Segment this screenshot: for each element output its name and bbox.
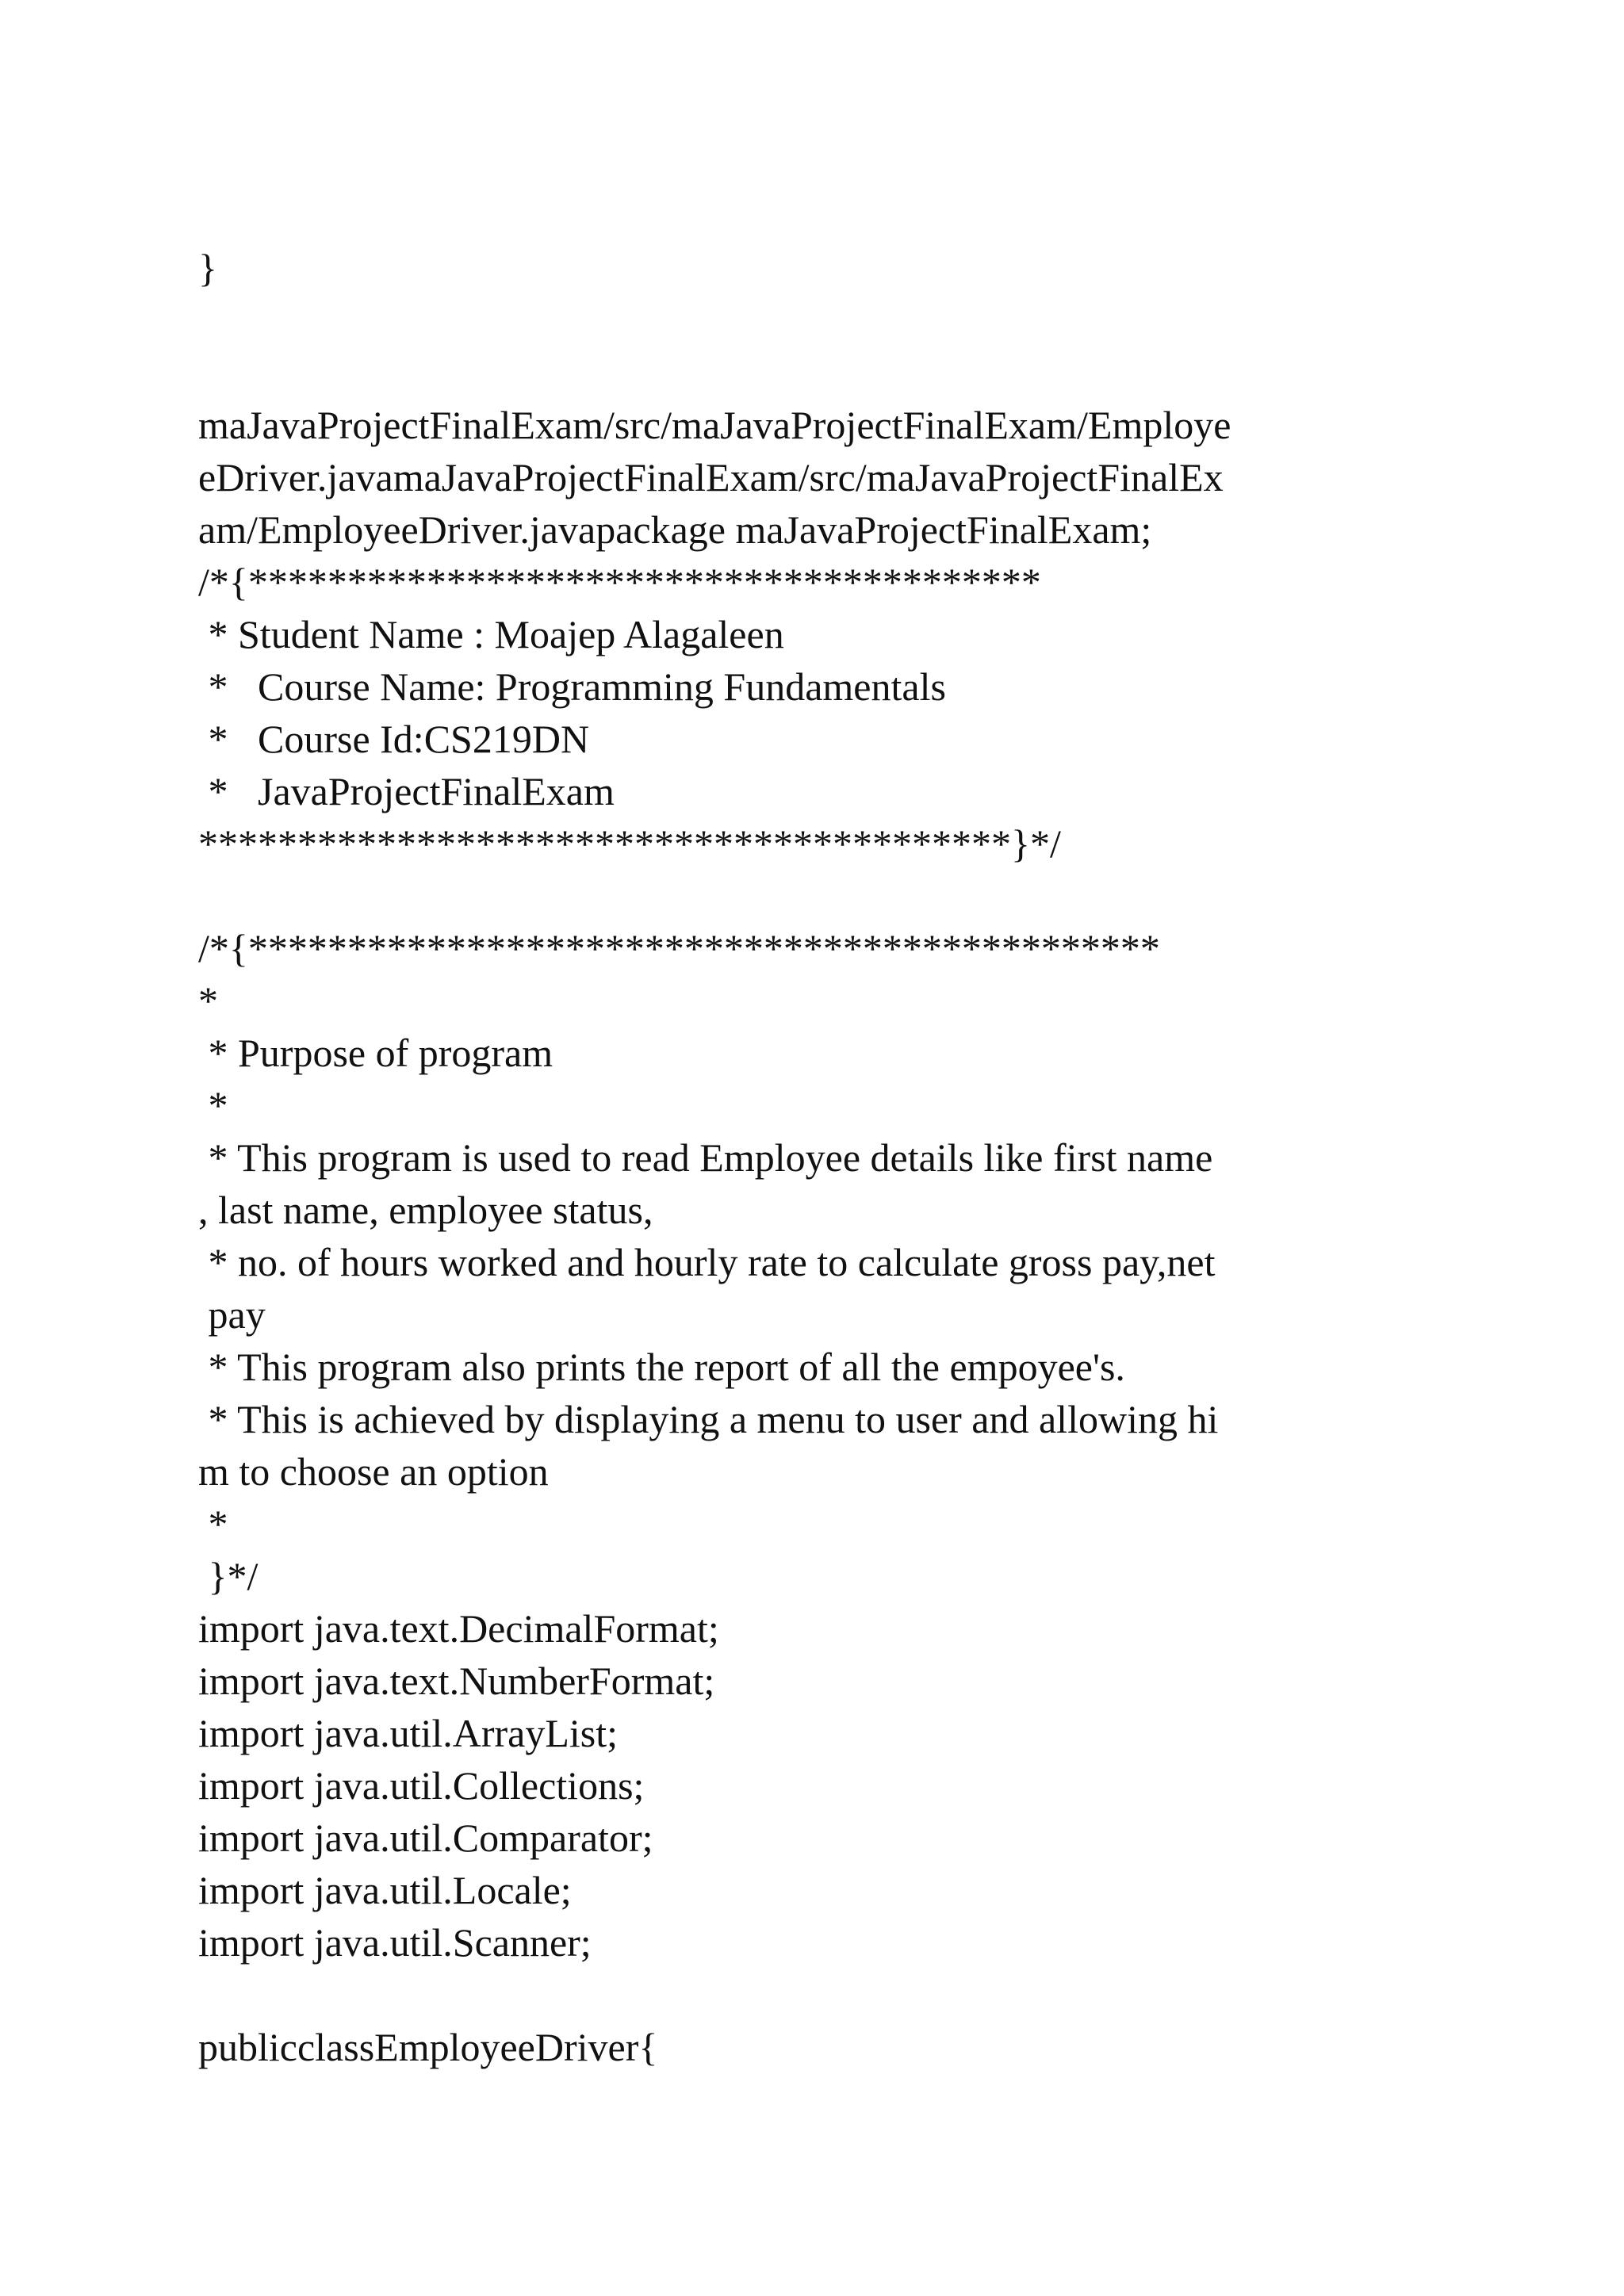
doc-line: * Purpose of program: [198, 1031, 553, 1075]
doc-line: am/EmployeeDriver.javapackage maJavaProjectFinalExam;: [198, 507, 1152, 552]
doc-line: /*{****************************************: [198, 560, 1041, 604]
doc-line: import java.util.Comparator;: [198, 1816, 653, 1860]
doc-line: , last name, employee status,: [198, 1188, 653, 1232]
doc-line: pay: [198, 1292, 266, 1337]
doc-line: maJavaProjectFinalExam/src/maJavaProjectFinalExam/Employe: [198, 403, 1231, 447]
doc-line: * This is achieved by displaying a menu to user and allowing hi: [198, 1397, 1219, 1441]
doc-line: * no. of hours worked and hourly rate to calculate gross pay,net: [198, 1240, 1216, 1284]
doc-line: import java.util.Locale;: [198, 1868, 572, 1912]
doc-line: import java.text.DecimalFormat;: [198, 1606, 719, 1651]
doc-line: * Course Id:CS219DN: [198, 717, 590, 761]
doc-line: * JavaProjectFinalExam: [198, 769, 615, 813]
doc-line: [198, 1969, 1467, 2021]
doc-line: * Student Name : Moajep Alagaleen: [198, 612, 784, 656]
doc-line: publicclassEmployeeDriver{: [198, 2025, 658, 2069]
doc-line: *****************************************}*/: [198, 821, 1061, 866]
doc-line: * This program is used to read Employee details like first name: [198, 1135, 1213, 1180]
doc-line: [198, 294, 1467, 346]
doc-line: * This program also prints the report of all the empoyee's.: [198, 1345, 1125, 1389]
doc-line: import java.util.ArrayList;: [198, 1711, 619, 1755]
doc-line: /*{**********************************************: [198, 926, 1160, 970]
doc-line: }: [198, 246, 217, 290]
doc-line: * Course Name: Programming Fundamentals: [198, 664, 946, 709]
doc-line: *: [198, 1502, 228, 1546]
doc-line: import java.util.Collections;: [198, 1763, 645, 1808]
doc-line: m to choose an option: [198, 1449, 549, 1494]
doc-line: *: [198, 1083, 228, 1127]
code-text-block: [198, 242, 1467, 2073]
doc-line: import java.util.Scanner;: [198, 1920, 592, 1965]
doc-line: import java.text.NumberFormat;: [198, 1659, 715, 1703]
doc-line: [198, 870, 1467, 922]
doc-line: eDriver.javamaJavaProjectFinalExam/src/maJavaProjectFinalEx: [198, 455, 1224, 499]
doc-line: *: [198, 978, 218, 1023]
doc-line: }*/: [198, 1554, 259, 1598]
doc-line: [198, 346, 1467, 399]
